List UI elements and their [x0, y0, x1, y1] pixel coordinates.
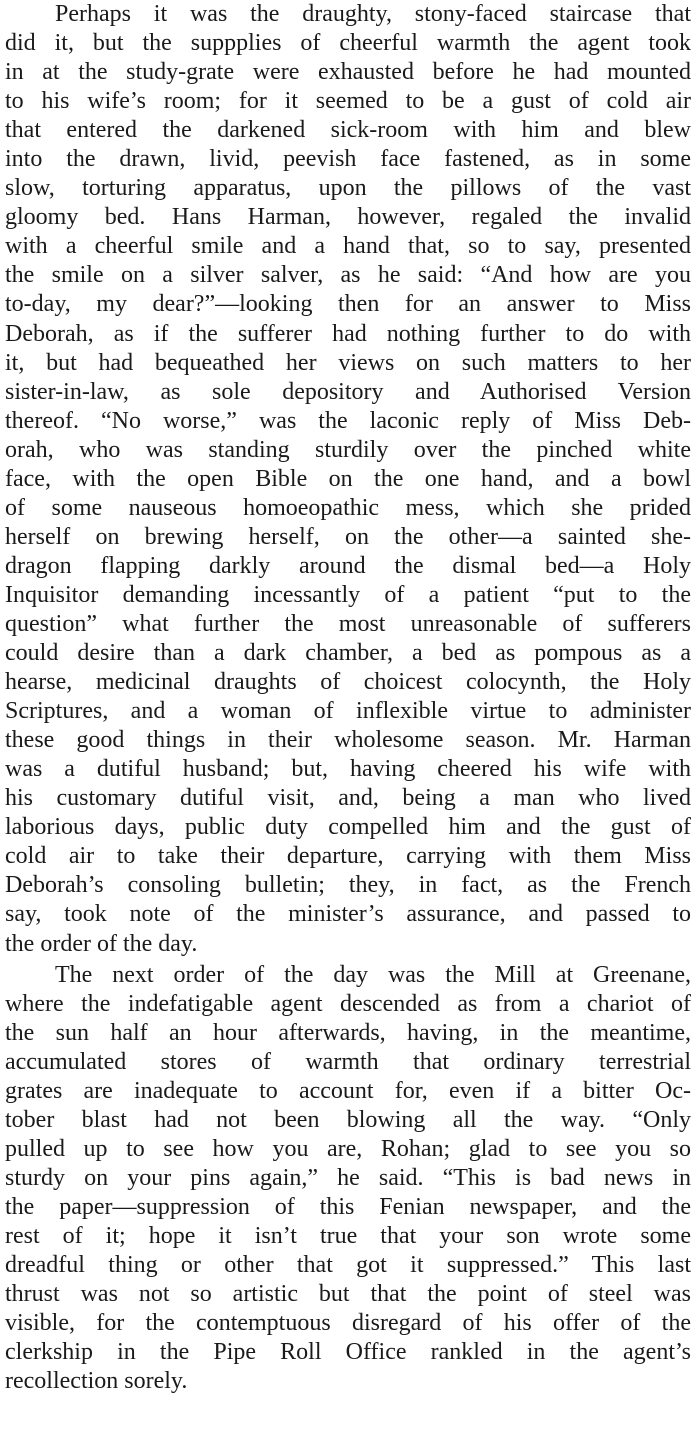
text-line: face, with the open Bible on the one hand, and a bowl: [5, 465, 691, 492]
text-line: did it, but the suppplies of cheerful warmth the agent took: [5, 30, 691, 57]
text-line: grates are inadequate to account for, even if a bitter Oc-: [5, 1077, 691, 1104]
text-line: dreadful thing or other that got it suppressed.” This last: [5, 1252, 691, 1279]
text-line: of some nauseous homoeopathic mess, which she prided: [5, 494, 691, 521]
text-line: sister-in-law, as sole depository and Authorised Version: [5, 378, 691, 405]
text-line: recollection sorely.: [5, 1368, 188, 1395]
text-line: could desire than a dark chamber, a bed as pompous as a: [5, 640, 691, 667]
text-line: hearse, medicinal draughts of choicest colocynth, the Holy: [5, 669, 691, 696]
text-line: into the drawn, livid, peevish face fastened, as in some: [5, 146, 691, 173]
text-line: Deborah, as if the sufferer had nothing further to do with: [5, 320, 691, 347]
text-line: sturdy on your pins again,” he said. “This is bad news in: [5, 1164, 691, 1191]
text-line: these good things in their wholesome season. Mr. Harman: [5, 727, 691, 754]
text-line: The next order of the day was the Mill at Greenane,: [55, 961, 691, 988]
text-line: accumulated stores of warmth that ordinary terrestrial: [5, 1048, 691, 1075]
text-line: in at the study-grate were exhausted before he had mounted: [5, 59, 691, 86]
text-line: Scriptures, and a woman of inflexible virtue to administer: [5, 698, 691, 725]
text-line: Deborah’s consoling bulletin; they, in fact, as the French: [5, 872, 691, 899]
text-line: Perhaps it was the draughty, stony-faced staircase that: [55, 1, 691, 27]
text-line: dragon flapping darkly around the dismal bed—a Holy: [5, 552, 691, 579]
text-line: laborious days, public duty compelled him and the gust of: [5, 814, 691, 841]
text-line: pulled up to see how you are, Rohan; glad to see you so: [5, 1135, 691, 1162]
book-page: [5, 0, 691, 1396]
text-line: cold air to take their departure, carrying with them Miss: [5, 843, 691, 870]
text-line: herself on brewing herself, on the other—a sainted she-: [5, 523, 691, 550]
text-line: Inquisitor demanding incessantly of a patient “put to the: [5, 581, 691, 608]
text-line: slow, torturing apparatus, upon the pillows of the vast: [5, 175, 691, 202]
text-line: with a cheerful smile and a hand that, so to say, presented: [5, 233, 691, 260]
text-line: say, took note of the minister’s assurance, and passed to: [5, 901, 691, 928]
text-line: thrust was not so artistic but that the point of steel was: [5, 1281, 691, 1308]
text-line: clerkship in the Pipe Roll Office rankled in the agent’s: [5, 1339, 691, 1366]
text-line: the paper—suppression of this Fenian newspaper, and the: [5, 1193, 691, 1220]
text-line: where the indefatigable agent descended as from a chariot of: [5, 990, 691, 1017]
text-line: that entered the darkened sick-room with him and blew: [5, 117, 691, 144]
paragraph: [5, 0, 691, 959]
text-line: the order of the day.: [5, 930, 198, 957]
text-line: to his wife’s room; for it seemed to be a gust of cold air: [5, 88, 691, 115]
text-line: question” what further the most unreasonable of sufferers: [5, 610, 691, 637]
text-line: tober blast had not been blowing all the way. “Only: [5, 1106, 691, 1133]
text-line: was a dutiful husband; but, having cheered his wife with: [5, 756, 691, 783]
text-line: his customary dutiful visit, and, being a man who lived: [5, 785, 691, 812]
paragraph: [5, 961, 691, 1397]
text-line: rest of it; hope it isn’t true that your son wrote some: [5, 1222, 691, 1249]
text-line: thereof. “No worse,” was the laconic reply of Miss Deb-: [5, 407, 691, 434]
text-line: the smile on a silver salver, as he said: “And how are you: [5, 262, 691, 289]
text-line: visible, for the contemptuous disregard of his offer of the: [5, 1310, 691, 1337]
text-line: gloomy bed. Hans Harman, however, regaled the invalid: [5, 204, 691, 231]
text-line: orah, who was standing sturdily over the pinched white: [5, 436, 691, 463]
text-line: it, but had bequeathed her views on such matters to her: [5, 349, 691, 376]
text-line: the sun half an hour afterwards, having, in the meantime,: [5, 1019, 691, 1046]
text-line: to-day, my dear?”—looking then for an answer to Miss: [5, 291, 691, 318]
